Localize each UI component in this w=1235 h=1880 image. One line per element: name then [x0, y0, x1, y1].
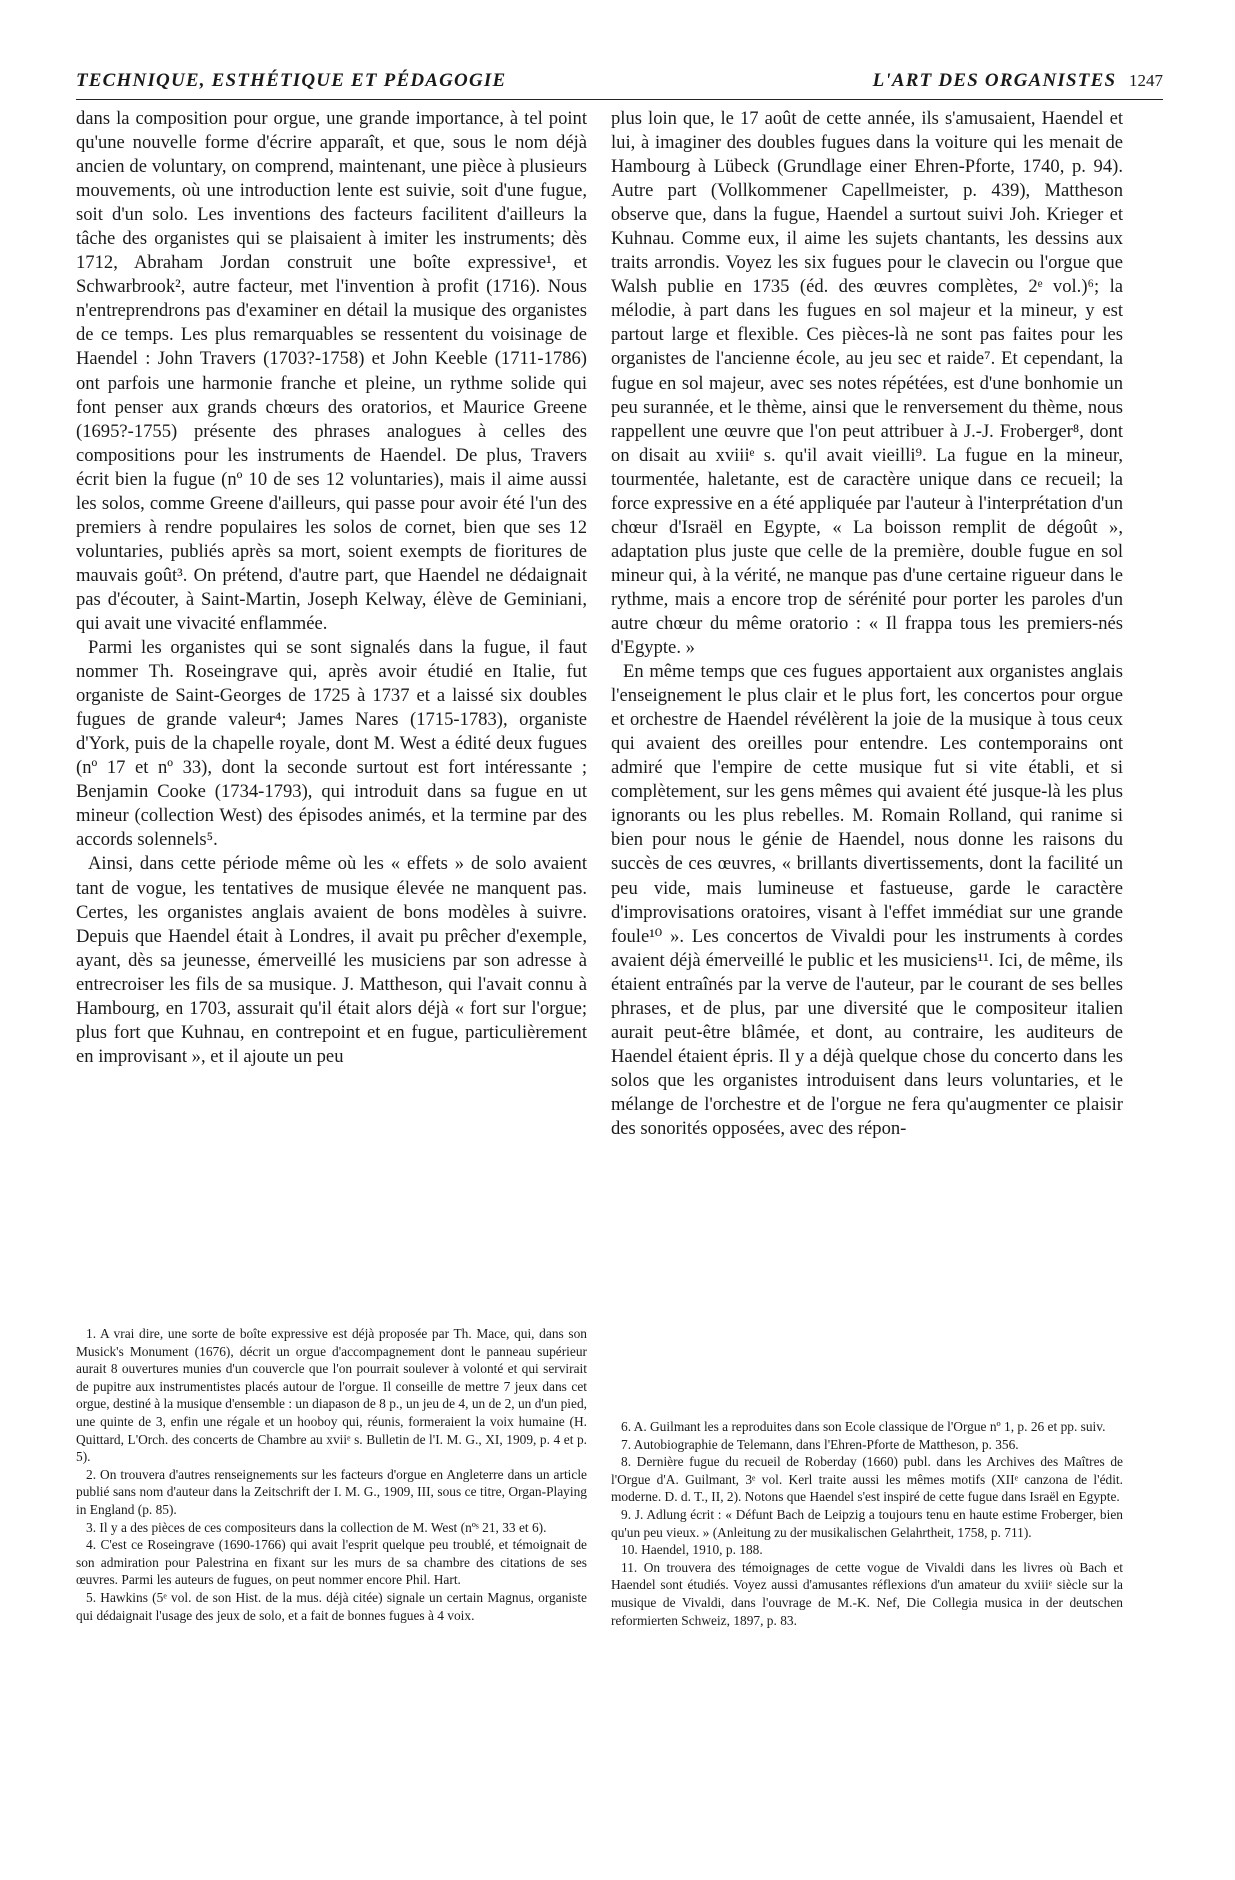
right-paragraph-1: plus loin que, le 17 août de cette année, ils s'amusaient, Haendel et lui, à imaginer des doubles fugues dans la voiture qui les menait de Hambourg à Lübeck (Grundlage einer Ehren-Pforte, 1740, p. 94). Autre part (Vollkommener Capellmeister, p. 439), Mattheson observe que, dans la fugue, Haendel a surtout suivi Joh. Krieger et Kuhnau. Comme eux, il aime les sujets chantants, les dessins aux traits arrondis. Voyez les six fugues pour le clavecin ou l'orgue que Walsh publie en 1735 (éd. des œuvres complètes, 2ᵉ vol.)⁶; la mélodie, à part dans les fugues en sol majeur et la mineur, y est partout large et flexible. Ces pièces-là ne sont pas faites pour les organistes de l'ancienne école, au jeu sec et raide⁷. Et cependant, la fugue en sol majeur, avec ses notes répétées, est d'une bonhomie un peu surannée, et le thème, ainsi que le renversement du thème, nous rappellent une œuvre que l'on peut attribuer à J.-J. Froberger⁸, dont on disait au xviiiᵉ s. qu'il avait vieilli⁹. La fugue en la mineur, tourmentée, haletante, est de caractère unique dans ce recueil; la force expressive en a été appliquée par l'auteur à l'interprétation d'un chœur d'Israël en Egypte, « La boisson remplit de dégoût », adaptation plus juste que celle de la première, double fugue en sol mineur qui, à la vérité, ne manque pas d'une certaine rigueur dans le rythme, mais a encore trop de sérénité pour porter les paroles d'un autre chœur du même oratorio : « Il frappa tous les premiers-nés d'Egypte. » [611, 108, 1123, 659]
footnote-4: 4. C'est ce Roseingrave (1690-1766) qui avait l'esprit quelque peu troublé, et témoignait de son admiration pour Palestrina en fixant sur les murs de sa chambre des citations de ses œuvres. Parmi les auteurs de fugues, on peut nommer encore Phil. Hart. [76, 1537, 587, 1588]
running-head-right [873, 70, 1163, 92]
footnote-9: 9. J. Adlung écrit : « Défunt Bach de Leipzig a toujours tenu en haute estime Froberger, bien qu'un peu vieux. » (Anleitung zu der musikalischen Gelahrtheit, 1758, p. 711). [611, 1506, 1123, 1540]
footnotes-left [76, 1325, 587, 1624]
running-header [76, 70, 1163, 98]
right-paragraph-2: En même temps que ces fugues apportaient aux organistes anglais l'enseignement le plus clair et le plus fort, les concertos pour orgue et orchestre de Haendel révélèrent la joie de la musique à tous ceux qui avaient des oreilles pour entendre. Les contemporains ont admiré que l'empire de cette musique fut si vite établi, et si complètement, sur les gens mêmes qui avaient été jusque-là les plus ignorants ou les plus rebelles. M. Romain Rolland, qui ranime si bien pour nous le génie de Haendel, nous donne les raisons du succès de ces œuvres, « brillants divertissements, dont la facilité un peu vide, mais lumineuse et fastueuse, garde le caractère d'improvisations oratoires, visant à l'effet immédiat sur une grande foule¹⁰ ». Les concertos de Vivaldi pour les instruments à cordes avaient déjà émerveillé le public et les musiciens¹¹. Ici, de même, ils étaient entraînés par la verve de l'auteur, par le courant de ses belles phrases, et de plus, par une diversité que le compositeur italien aurait peut-être blâmée, et dont, au contraire, les auditeurs de Haendel étaient épris. Il y a déjà quelque chose du concerto dans les solos que les organistes introduisent dans leurs voluntaries, et le mélange de l'orchestre et de l'orgue ne fera qu'augmenter ce plaisir des sonorités opposées, avec des répon- [611, 661, 1123, 1139]
footnote-3: 3. Il y a des pièces de ces compositeurs dans la collection de M. West (nºˢ 21, 33 et 6). [86, 1519, 547, 1535]
footnote-10: 10. Haendel, 1910, p. 188. [621, 1542, 763, 1558]
running-head-article-title: L'ART DES ORGANISTES [872, 70, 1117, 91]
left-paragraph-3: Ainsi, dans cette période même où les « effets » de solo avaient tant de vogue, les tentatives de musique élevée ne manquent pas. Certes, les organistes anglais avaient de bons modèles à suivre. Depuis que Haendel était à Londres, il avait pu prêcher d'exemple, ayant, dès sa jeunesse, émerveillé les musiciens par son adresse à entrecroiser les fils de sa musique. J. Mattheson, qui l'avait connu à Hambourg, en 1703, assurait qu'il était alors déjà « fort sur l'orgue; plus fort que Kuhnau, en contrepoint et en fugue, particulièrement en improvisant », et il ajoute un peu [76, 853, 587, 1067]
footnote-11: 11. On trouvera des témoignages de cette vogue de Vivaldi dans les livres où Bach et Haendel sont étudiés. Voyez aussi d'amusantes réflexions d'un amateur du xviiiᵉ siècle sur la musique de Vivaldi, dans l'ouvrage de M.-K. Nef, Die Collegia musica in der deutschen reformierten Schweiz, 1897, p. 83. [611, 1559, 1123, 1628]
footnote-2: 2. On trouvera d'autres renseignements sur les facteurs d'orgue en Angleterre dans un article publié sans nom d'auteur dans la Zeitschrift der I. M. G., 1909, III, sous ce titre, Organ-Playing in England (p. 85). [76, 1466, 587, 1517]
left-column [76, 107, 587, 1069]
page-number: 1247 [1129, 71, 1163, 90]
footnote-1: 1. A vrai dire, une sorte de boîte expressive est déjà proposée par Th. Mace, qui, dans son Musick's Monument (1676), décrit un orgue d'accompagnement dont le panneau supérieur aurait 8 ouvertures munies d'un couvercle que l'on pourrait soulever à volonté et qui servirait de pupitre aux instrumentistes placés autour de l'orgue. Il conseille de mettre 7 jeux dans cet orgue, destiné à la musique d'ensemble : un diapason de 8 p., un jeu de 4, un de 2, un d'un pied, une quinte de 3, enfin une régale et un hooboy qui, réunis, formeraient la voix humaine (H. Quittard, L'Orch. des concerts de Chambre au xviiᵉ s. Bulletin de l'I. M. G., XI, 1909, p. 4 et p. 5). [76, 1326, 587, 1465]
footnote-7: 7. Autobiographie de Telemann, dans l'Ehren-Pforte de Mattheson, p. 356. [621, 1436, 1019, 1452]
footnote-6: 6. A. Guilmant les a reproduites dans son Ecole classique de l'Orgue nº 1, p. 26 et pp. suiv. [621, 1419, 1106, 1434]
left-paragraph-1: dans la composition pour orgue, une grande importance, à tel point qu'une nouvelle forme d'écrire apparaît, et que, sous le nom déjà ancien de voluntary, on comprend, maintenant, une pièce à plusieurs mouvements, où une introduction lente est suivie, soit d'une fugue, soit d'un solo. Les inventions des facteurs facilitent d'ailleurs la tâche des organistes qui se plaisaient à imiter les instruments; dès 1712, Abraham Jordan construit une boîte expressive¹, et Schwarbrook², autre facteur, met l'invention à profit (1716). Nous n'entreprendrons pas d'examiner en détail la musique des organistes de ce temps. Les plus remarquables se ressentent du voisinage de Haendel : John Travers (1703?-1758) et John Keeble (1711-1786) ont parfois une harmonie franche et pleine, un rythme solide qui font penser aux grands chœurs des oratorios, et Maurice Greene (1695?-1755) présente des phrases analogues à celles des compositions pour les instruments de Haendel. De plus, Travers écrit bien la fugue (nº 10 de ses 12 voluntaries), mais il aime aussi les solos, comme Greene d'ailleurs, qui passe pour avoir été l'un des premiers à rendre populaires les solos de cornet, bien que ses 12 voluntaries, publiés après sa mort, soient exempts de fioritures de mauvais goût³. On prétend, d'autre part, que Haendel ne dédaignait pas d'écouter, à Saint-Martin, Joseph Kelway, élève de Geminiani, qui avait une vivacité enflammée. [76, 108, 587, 634]
left-paragraph-2: Parmi les organistes qui se sont signalés dans la fugue, il faut nommer Th. Roseingrave qui, après avoir étudié en Italie, fut organiste de Saint-Georges de 1725 à 1737 et a laissé six doubles fugues de grande valeur⁴; James Nares (1715-1783), organiste d'York, puis de la chapelle royale, dont M. West a édité deux fugues (nº 17 et nº 33), dont la seconde surtout est fort intéressante ; Benjamin Cooke (1734-1793), qui introduit dans sa fugue en ut mineur (collection West) des épisodes animés, et la termine par des accords solennels⁵. [76, 637, 587, 851]
right-column [611, 107, 1123, 1141]
footnote-8: 8. Dernière fugue du recueil de Roberday (1660) publ. dans les Archives des Maîtres de l'Orgue d'A. Guilmant, 3ᵉ vol. Kerl traite aussi les mêmes motifs (XIIᵉ canzona de l'édit. moderne. D. d. T., II, 2). Notons que Haendel s'est inspiré de cette fugue dans Israël en Egypte. [611, 1454, 1123, 1505]
header-rule [76, 99, 1163, 100]
running-head-section-title: TECHNIQUE, ESTHÉTIQUE ET PÉDAGOGIE [76, 70, 507, 91]
footnote-5: 5. Hawkins (5ᵉ vol. de son Hist. de la mus. déjà citée) signale un certain Magnus, organiste qui dédaignait l'usage des jeux de solo, et a fait de bonnes fugues à 4 voix. [76, 1589, 587, 1623]
footnotes-right [611, 1418, 1123, 1629]
